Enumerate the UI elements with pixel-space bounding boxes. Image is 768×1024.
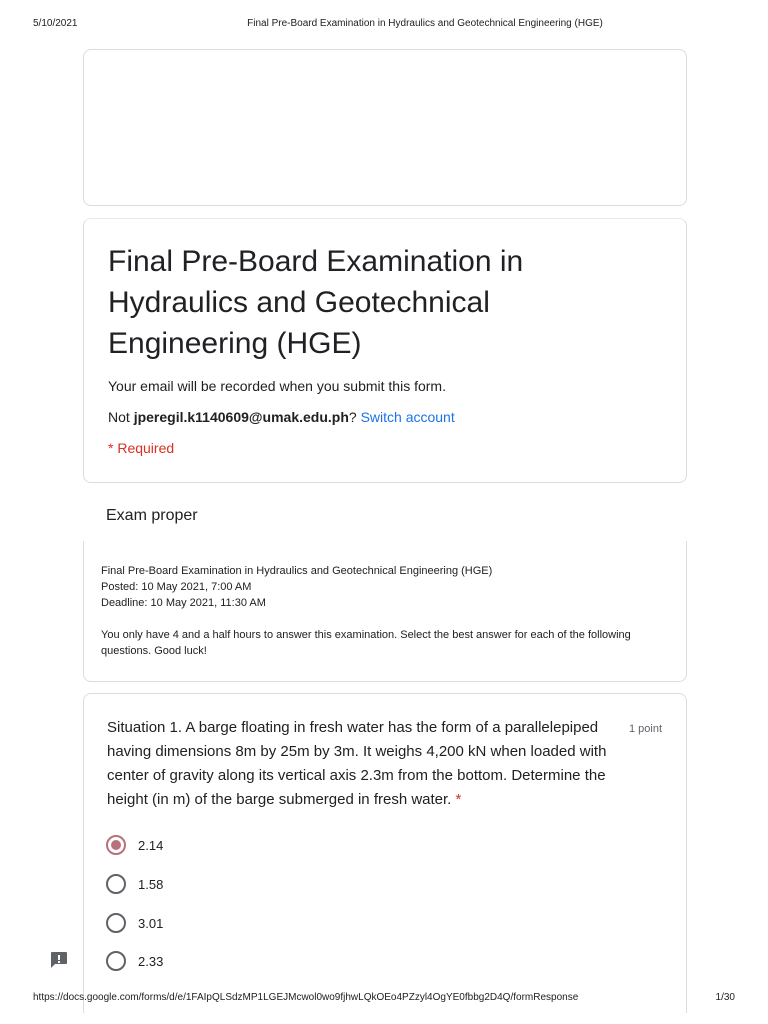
description-line: You only have 4 and a half hours to answer this examination. Select the best answer for each of the following questions. Good luck!: [101, 629, 631, 657]
section-description-card: [83, 541, 687, 682]
required-asterisk: *: [455, 791, 462, 808]
option-label: 3.01: [138, 915, 164, 931]
radio-button[interactable]: [106, 951, 126, 971]
print-page-number: 1/30: [715, 992, 735, 1003]
question-text: [107, 716, 623, 812]
description-line: Final Pre-Board Examination in Hydraulics and Geotechnical Engineering (HGE): [101, 565, 493, 577]
email-recorded-note: Your email will be recorded when you submit this form.: [108, 378, 446, 394]
feedback-icon[interactable]: [49, 950, 69, 970]
print-date: 5/10/2021: [33, 18, 78, 29]
radio-button[interactable]: [106, 913, 126, 933]
print-document-title: Final Pre-Board Examination in Hydraulics and Geotechnical Engineering (HGE): [247, 18, 603, 29]
account-suffix: ?: [348, 409, 361, 425]
option-label: 1.58: [138, 876, 164, 892]
answer-option[interactable]: [106, 950, 163, 972]
switch-account-link[interactable]: Switch account: [360, 409, 455, 425]
option-label: 2.14: [138, 837, 164, 853]
radio-button-checked[interactable]: [106, 835, 126, 855]
account-line: [108, 409, 455, 425]
question-points: 1 point: [628, 723, 662, 735]
account-prefix: Not: [108, 409, 134, 425]
form-banner: [83, 49, 687, 206]
radio-button[interactable]: [106, 874, 126, 894]
answer-option[interactable]: [106, 912, 163, 934]
form-title-card: [83, 218, 687, 483]
section-description: [101, 563, 661, 659]
account-email: jperegil.k1140609@umak.edu.ph: [133, 409, 349, 425]
option-label: 2.33: [138, 953, 164, 969]
answer-option[interactable]: [106, 873, 163, 895]
print-url: https://docs.google.com/forms/d/e/1FAIpQLSdzMP1LGEJMcwol0wo9fjhwLQkOEo4PZzyl4OgYE0fbbg2D4Q/formResponse: [33, 992, 579, 1003]
answer-option[interactable]: [106, 834, 163, 856]
description-line: Posted: 10 May 2021, 7:00 AM: [101, 581, 252, 593]
question-body: Situation 1. A barge floating in fresh water has the form of a parallelepiped having dimensions 8m by 25m by 3m. It weighs 4,200 kN when loaded with center of gravity along its vertical axis 2.3m from the bottom. Determine the height (in m) of the barge submerged in fresh water.: [107, 719, 607, 808]
question-card: [83, 693, 687, 1013]
form-title: Final Pre-Board Examination in Hydraulics and Geotechnical Engineering (HGE): [108, 245, 524, 360]
section-title: Exam proper: [106, 507, 198, 524]
description-line: Deadline: 10 May 2021, 11:30 AM: [101, 597, 266, 609]
required-note: * Required: [108, 440, 175, 456]
